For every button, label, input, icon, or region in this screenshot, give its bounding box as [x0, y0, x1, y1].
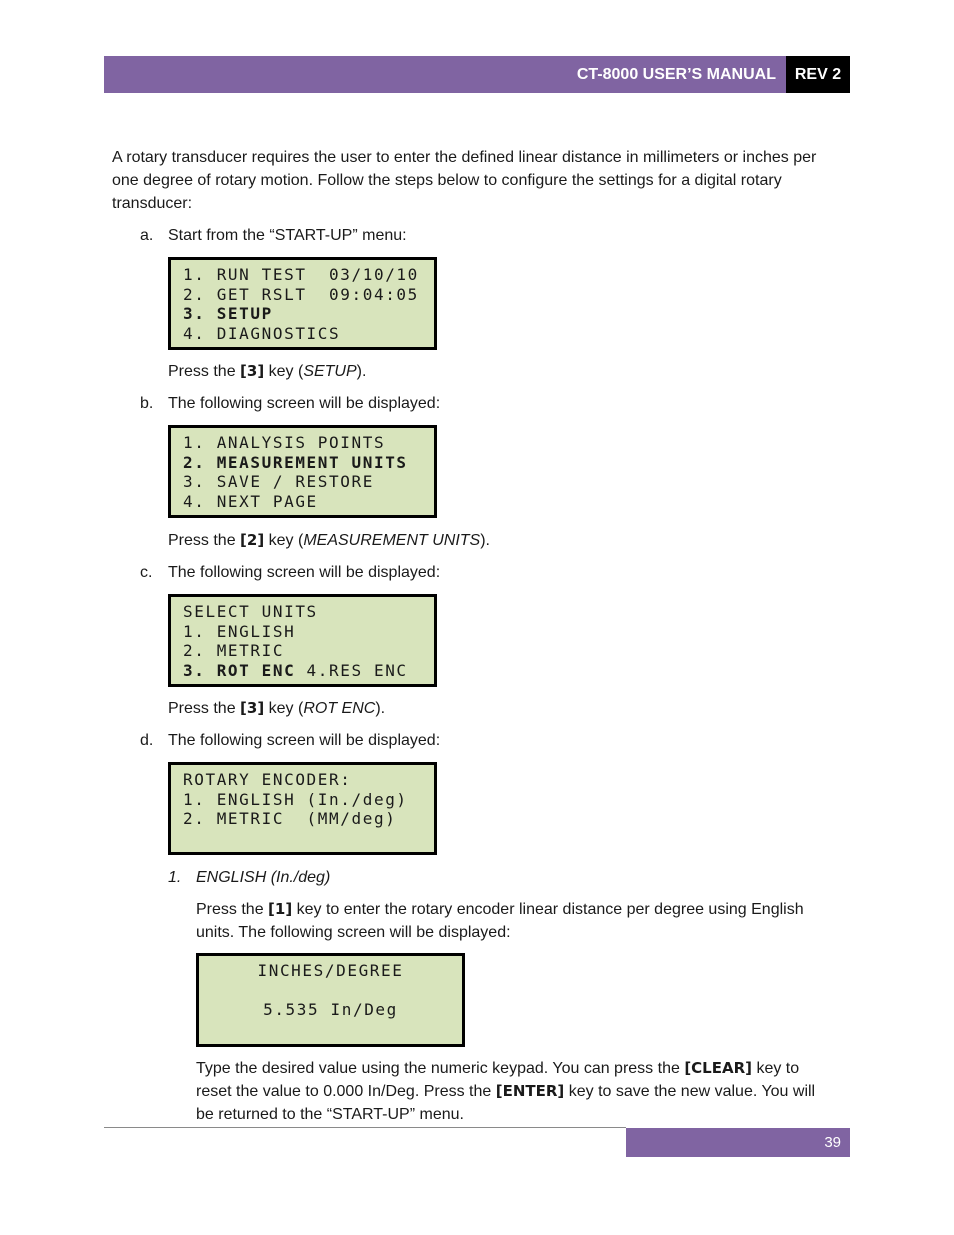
intro-paragraph: A rotary transducer requires the user to enter the defined linear distance in millimeters or inches per one degree of rotary motion. Follow the steps below to configure the settings for a digital rotary transducer:: [112, 149, 817, 212]
key-enter: [ENTER]: [495, 1082, 565, 1100]
key-clear: [CLEAR]: [684, 1059, 752, 1077]
footer-page-bar: [626, 1128, 850, 1157]
step-a-text: Start from the “START-UP” menu:: [168, 227, 407, 244]
step-c-letter: c.: [140, 564, 153, 581]
substep-1-instruction: Press the [1] key to enter the rotary encoder linear distance per degree using English units. The following screen will be displayed:: [196, 900, 804, 941]
step-b-instruction: Press the [2] key (MEASUREMENT UNITS).: [168, 531, 490, 549]
manual-title: CT-8000 USER’S MANUAL: [576, 65, 776, 83]
lcd-selected-option: 3. ROT ENC: [183, 660, 296, 680]
step-d-text: The following screen will be displayed:: [168, 732, 441, 749]
lcd-value-line: 5.535 In/Deg: [263, 1000, 398, 1019]
revision-label: REV 2: [794, 65, 842, 83]
key-3: [3]: [240, 362, 265, 380]
lcd-line-mixed: [183, 661, 434, 681]
step-b-letter: b.: [140, 395, 154, 412]
lcd-line: 2. METRIC: [183, 641, 285, 660]
step-a-letter: a.: [140, 227, 154, 244]
lcd-line: 3. SAVE / RESTORE: [183, 472, 374, 491]
substep-1-final-paragraph: Type the desired value using the numeric keypad. You can press the [CLEAR] key to reset the value to 0.000 In/Deg. Press the [ENTER] key to save the new value. You will be returned to the “START-UP” menu.: [196, 1059, 816, 1123]
lcd-line: 2. GET RSLT 09:04:05: [183, 284, 419, 304]
lcd-line: INCHES/DEGREE: [257, 961, 404, 980]
header-title-bar: [104, 56, 786, 93]
step-c-text: The following screen will be displayed:: [168, 564, 441, 581]
lcd-line: 1. ENGLISH: [183, 621, 296, 641]
lcd-line: 2. METRIC (MM/deg): [183, 809, 397, 828]
lcd-line: 1. ANALYSIS POINTS: [183, 433, 386, 452]
lcd-line: ROTARY ENCODER:: [183, 770, 352, 789]
lcd-line: 4. NEXT PAGE: [183, 491, 318, 511]
header-rev-badge: [786, 56, 850, 93]
lcd-line-selected: 3. SETUP: [183, 304, 273, 323]
substep-1-label: 1.: [168, 869, 182, 886]
substep-1-title: ENGLISH (In./deg): [196, 869, 331, 886]
key-1: [1]: [268, 900, 293, 918]
lcd-line: 1. RUN TEST 03/10/10: [183, 265, 419, 284]
lcd-rotary-encoder: [168, 762, 437, 855]
lcd-option: 4.RES ENC: [295, 660, 408, 680]
key-3: [3]: [240, 699, 265, 717]
lcd-line: 1. ENGLISH (In./deg): [183, 789, 408, 809]
lcd-line-selected: 2. MEASUREMENT UNITS: [183, 452, 408, 472]
step-a-instruction: Press the [3] key (SETUP).: [168, 362, 367, 380]
lcd-select-units: [168, 594, 437, 687]
lcd-line: SELECT UNITS: [183, 602, 318, 621]
lcd-setup-menu: [168, 425, 437, 518]
step-d-letter: d.: [140, 732, 154, 749]
lcd-startup-menu: [168, 257, 437, 350]
key-2: [2]: [240, 531, 265, 549]
page-number: 39: [824, 1134, 841, 1151]
step-c-instruction: Press the [3] key (ROT ENC).: [168, 699, 386, 717]
step-b-text: The following screen will be displayed:: [168, 395, 441, 412]
lcd-line: 4. DIAGNOSTICS: [183, 323, 341, 343]
footer-divider: [104, 1127, 626, 1128]
lcd-inches-degree: [196, 953, 465, 1047]
